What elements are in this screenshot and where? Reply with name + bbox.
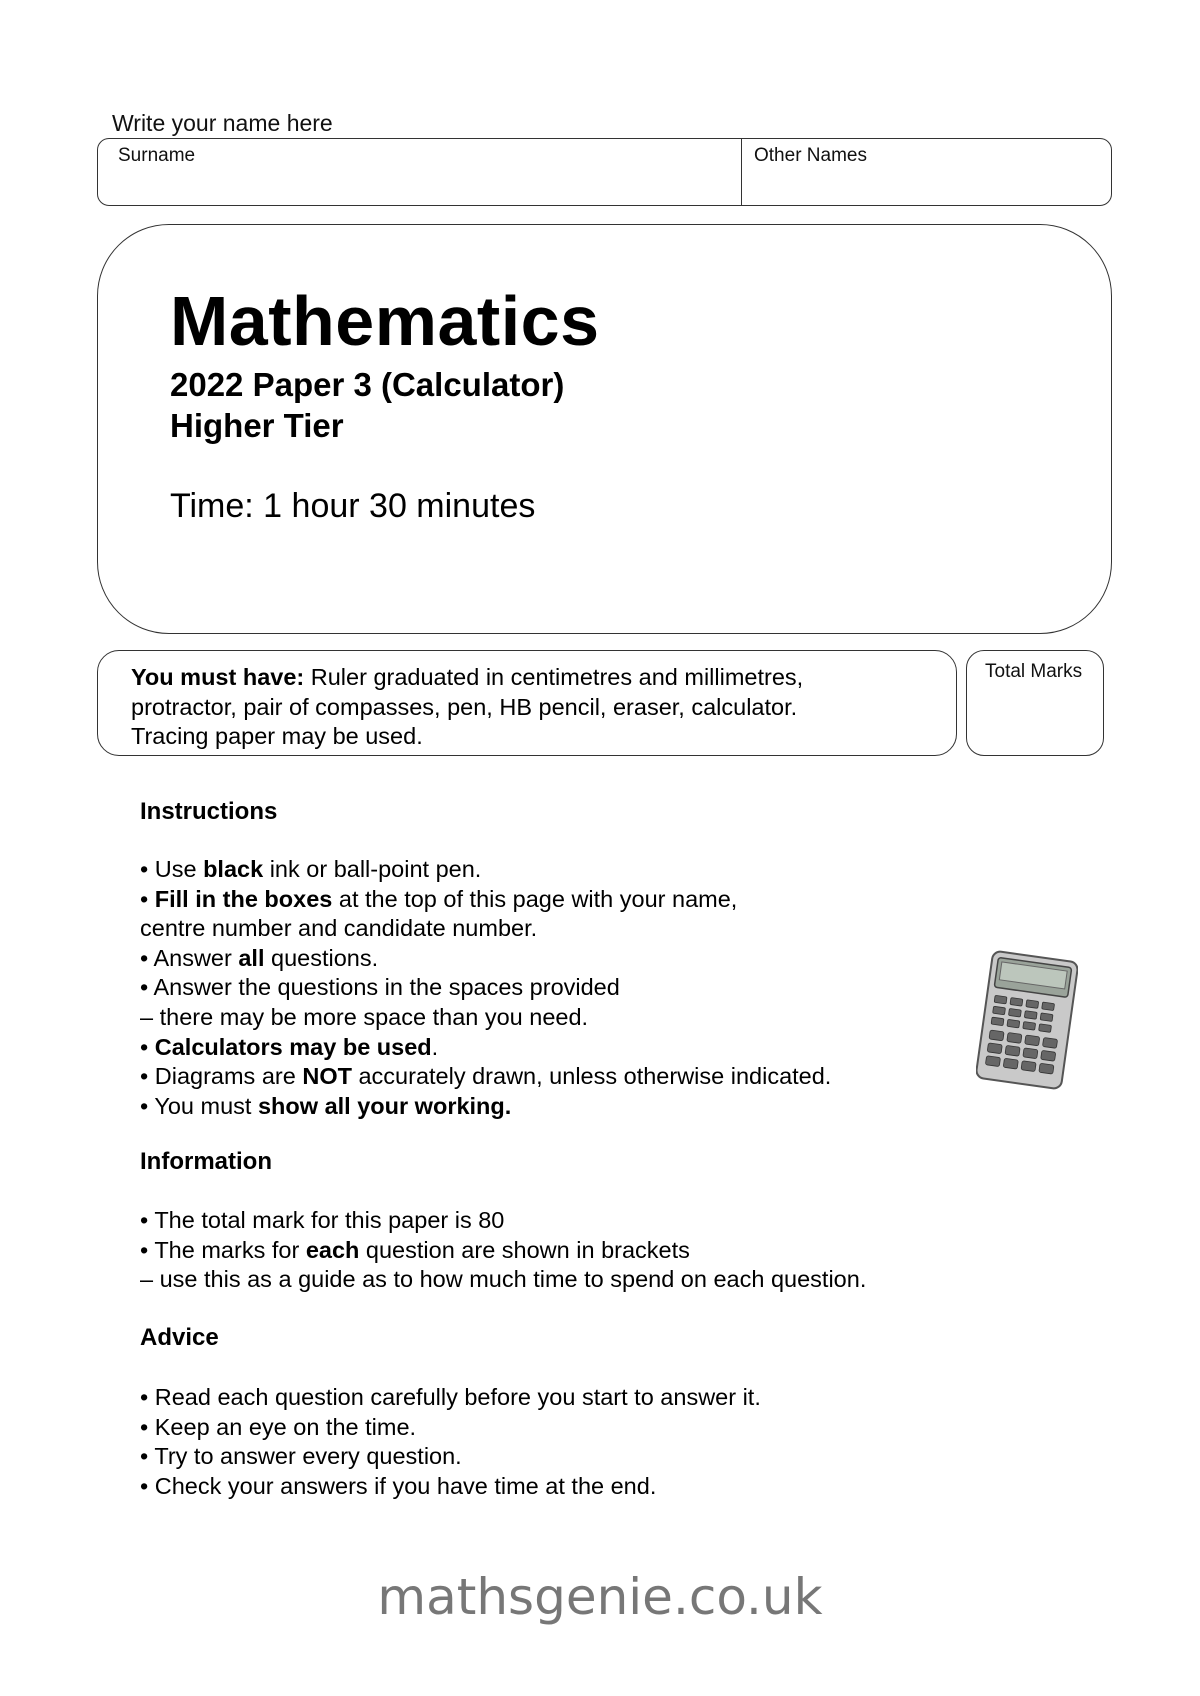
tier-title: Higher Tier	[170, 407, 344, 444]
information-list	[140, 1206, 866, 1295]
name-divider	[741, 139, 742, 205]
item-bold: black	[203, 856, 264, 882]
paper-title: 2022 Paper 3 (Calculator)	[170, 366, 565, 403]
name-box	[97, 138, 1112, 206]
item-text: – use this as a guide as to how much time to spend on each question.	[140, 1266, 867, 1293]
item-bold: each	[305, 1236, 360, 1263]
item-text: questions.	[264, 944, 379, 971]
list-item	[140, 1265, 866, 1295]
item-text: at the top of this page with your name,	[332, 885, 738, 912]
item-text: centre number and candidate number.	[140, 915, 538, 942]
item-text: • The total mark for this paper is 80	[140, 1207, 505, 1233]
item-bold: all	[238, 944, 265, 971]
item-text: • Use	[140, 856, 204, 882]
equipment-label: You must have:	[131, 664, 305, 690]
item-bold: Fill in the boxes	[154, 885, 333, 912]
item-text: •	[140, 1033, 155, 1060]
advice-heading: Advice	[140, 1324, 219, 1351]
list-item	[140, 973, 831, 1003]
item-text: • Answer	[140, 944, 239, 971]
item-text: • Diagrams are	[140, 1063, 303, 1090]
list-item: • Keep an eye on the time.	[140, 1413, 417, 1440]
title-block	[97, 224, 1112, 634]
list-item	[140, 914, 831, 944]
list-item	[140, 944, 831, 974]
equipment-line-2: protractor, pair of compasses, pen, HB pencil, eraser, calculator.	[131, 693, 798, 720]
instructions-heading: Instructions	[140, 798, 278, 825]
list-item	[140, 1062, 831, 1092]
information-heading: Information	[140, 1148, 272, 1175]
item-text: • The marks for	[140, 1236, 306, 1263]
item-text: ink or ball-point pen.	[263, 856, 482, 882]
time-allowed: Time: 1 hour 30 minutes	[170, 487, 536, 525]
list-item	[140, 1092, 831, 1122]
equipment-line-3: Tracing paper may be used.	[131, 723, 423, 749]
list-item	[140, 1206, 866, 1236]
list-item: • Check your answers if you have time at the end.	[140, 1472, 657, 1499]
equipment-box	[97, 650, 957, 756]
advice-list	[140, 1383, 761, 1501]
list-item	[140, 885, 831, 915]
equipment-text	[131, 663, 931, 752]
list-item: • Read each question carefully before you start to answer it.	[140, 1384, 761, 1410]
list-item	[140, 1003, 831, 1033]
list-item	[140, 1033, 831, 1063]
item-text: .	[431, 1033, 439, 1060]
item-text: •	[140, 885, 155, 912]
list-item: • Try to answer every question.	[140, 1443, 462, 1470]
item-bold: NOT	[302, 1063, 352, 1090]
list-item	[140, 855, 831, 885]
item-text: • Answer the questions in the spaces provided	[140, 974, 620, 1001]
calculator-icon	[976, 950, 1078, 1090]
surname-field[interactable]: Surname	[118, 145, 196, 166]
item-bold: Calculators may be used	[154, 1033, 432, 1060]
item-text: – there may be more space than you need.	[140, 1003, 589, 1030]
total-marks-label: Total Marks	[985, 661, 1083, 682]
other-names-field[interactable]: Other Names	[754, 145, 867, 166]
list-item	[140, 1236, 866, 1266]
item-text: accurately drawn, unless otherwise indicated.	[351, 1063, 832, 1090]
item-text: • You must	[140, 1092, 258, 1119]
footer-site-name: mathsgenie.co.uk	[377, 1568, 823, 1626]
instructions-list	[140, 855, 831, 1121]
item-text: question are shown in brackets	[359, 1236, 690, 1263]
equipment-line-1: Ruler graduated in centimetres and millimetres,	[304, 664, 804, 690]
write-name-prompt: Write your name here	[112, 110, 333, 136]
item-bold: show all your working.	[257, 1092, 512, 1119]
total-marks-box[interactable]	[966, 650, 1104, 756]
subject-title: Mathematics	[170, 282, 600, 360]
